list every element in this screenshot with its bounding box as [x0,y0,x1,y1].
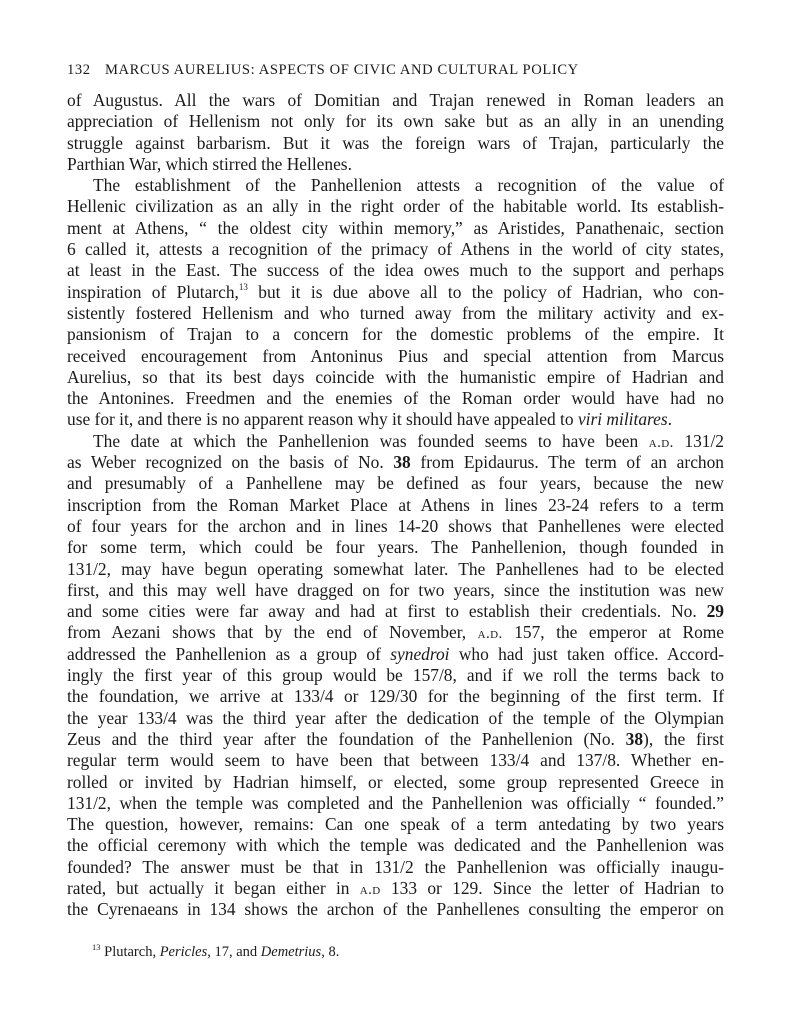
text-line: the Cyrenaeans in 134 shows the archon of the Panhellenes consulting the emperor on [67,899,724,920]
text-line: 131/2, when the temple was completed and the Panhellenion was officially “ founded.” [67,792,724,813]
text-line: struggle against barbarism. But it was the foreign wars of Trajan, particularly the [67,132,724,153]
era-abbrev: a.d [359,881,381,898]
italic-term: viri militares [577,409,668,430]
text-run: use for it, and there is no apparent reason why it should have appealed to [67,409,578,430]
text-line: The establishment of the Panhellenion attests a recognition of the value of [93,175,724,196]
text-line: appreciation of Hellenism not only for its own sake but as an ally in an unending [67,111,724,132]
text-run: and some cities were far away and had at first to establish their credentials. No. [67,601,707,622]
text-line [67,431,724,452]
text-line: ingly the first year of this group would be 157/8, and if we roll the terms back to [67,665,724,686]
footnote-text: Plutarch, [100,944,160,960]
inscription-number: 38 [625,728,644,749]
inscription-number: 29 [706,601,724,622]
running-title: MARCUS AURELIUS: ASPECTS OF CIVIC AND CULTURAL POLICY [104,62,579,78]
footnote-title: Demetrius [260,944,322,960]
text-line [67,282,724,303]
text-line: The question, however, remains: Can one speak of a term antedating by two years [67,814,724,835]
text-line: ment at Athens, “ the oldest city within memory,” as Aristides, Panathenaic, section [67,217,724,238]
text-run: rated, but actually it began either in [67,877,360,898]
text-line [67,878,724,899]
footnote-marker: 13 [92,942,101,952]
text-run: who had just taken office. Accord- [449,643,724,664]
era-abbrev: a.d. [648,434,674,451]
text-run: 157, the emperor at Rome [502,622,725,643]
text-line: and presumably of a Panhellene may be defined as four years, because the new [67,473,724,494]
text-run: Zeus and the third year after the foundation of the Panhellenion (No. [67,728,626,749]
footnote-ref: 13 [238,281,248,292]
footnote-title: Pericles [159,944,208,960]
page-number: 132 [67,62,91,78]
text-line: of Augustus. All the wars of Domitian and Trajan renewed in Roman leaders an [67,90,724,110]
text-line: at least in the East. The success of the idea owes much to the support and perhaps [67,260,724,281]
footnote-text: , 8. [321,944,340,960]
text-line: received encouragement from Antoninus Pius and special attention from Marcus [67,345,724,366]
text-line [67,601,724,622]
text-run: as Weber recognized on the basis of No. [67,452,394,473]
text-line: regular term would seem to have been that between 133/4 and 137/8. Whether en- [67,750,724,771]
text-line: Parthian War, which stirred the Hellenes. [67,153,352,174]
text-line: pansionism of Trajan to a concern for the domestic problems of the empire. It [67,324,724,345]
text-line: rolled or invited by Hadrian himself, or elected, some group represented Greece in [67,771,724,792]
text-line [67,409,724,430]
text-line: Aurelius, so that its best days coincide with the humanistic empire of Hadrian and [67,366,724,387]
text-line: first, and this may well have dragged on for two years, since the institution was new [67,579,724,600]
text-run: ), the first [643,728,724,749]
text-run: 131/2 [673,430,724,451]
text-line [67,452,724,473]
text-line: for some term, which could be four years. The Panhellenion, though founded in [67,537,724,558]
text-line: of four years for the archon and in lines 14-20 shows that Panhellenes were elected [67,515,724,536]
text-line [67,729,724,750]
footnote-text: , 17, and [207,944,261,960]
text-line: inscription from the Roman Market Place at Athens in lines 23-24 refers to a term [67,494,724,515]
inscription-number: 38 [393,452,411,473]
text-run: addressed the Panhellenion as a group of [67,643,391,664]
text-line [67,622,724,643]
text-run: from Epidaurus. The term of an archon [410,452,724,473]
text-run: from Aezani shows that by the end of November, [67,622,478,643]
footnote [92,944,339,961]
text-line: founded? The answer must be that in 131/2 the Panhellenion was officially inaugu- [67,856,724,877]
body-text [67,90,724,921]
text-line: the year 133/4 was the third year after the dedication of the temple of the Olympian [67,707,724,728]
text-run: but it is due above all to the policy of Hadrian, who con- [247,281,724,302]
text-line: 6 called it, attests a recognition of the primacy of Athens in the world of city states, [67,239,724,260]
text-line [67,644,724,665]
running-head [67,60,724,80]
text-run: 133 or 129. Since the letter of Hadrian to [380,877,725,898]
text-line: the official ceremony with which the temple was dedicated and the Panhellenion was [67,835,724,856]
text-run: . [667,409,672,430]
text-line: the foundation, we arrive at 133/4 or 129/30 for the beginning of the first term. If [67,686,724,707]
text-run: inspiration of Plutarch, [67,281,239,302]
text-line: the Antonines. Freedmen and the enemies of the Roman order would have had no [67,388,724,409]
text-line: sistently fostered Hellenism and who turned away from the military activity and ex- [67,302,724,323]
text-line: 131/2, may have begun operating somewhat later. The Panhellenes had to be elected [67,558,724,579]
text-run: The date at which the Panhellenion was founded seems to have been [93,430,649,451]
italic-term: synedroi [390,643,450,664]
era-abbrev: a.d. [477,626,503,643]
page [67,60,724,921]
text-line: Hellenic civilization as an ally in the right order of the habitable world. Its establish- [67,196,724,217]
